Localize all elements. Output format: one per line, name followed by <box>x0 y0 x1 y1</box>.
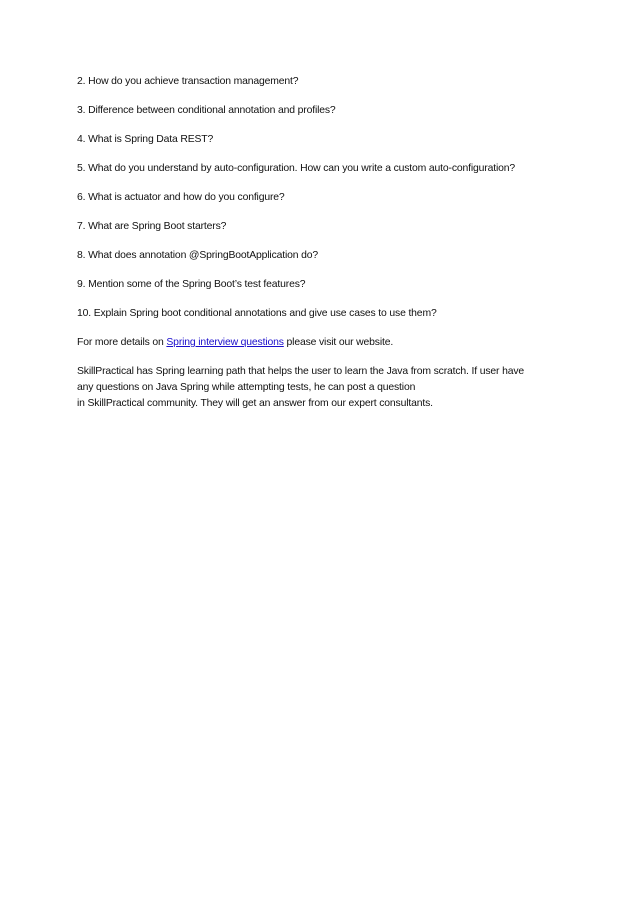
question-2: 2. How do you achieve transaction management? <box>77 76 299 87</box>
question-5: 5. What do you understand by auto-configuration. How can you write a custom auto-configuration? <box>77 163 516 174</box>
details-suffix: please visit our website. <box>283 337 394 348</box>
question-6: 6. What is actuator and how do you configure? <box>77 192 285 203</box>
closing-paragraph <box>77 364 567 412</box>
details-prefix: For more details on <box>77 337 167 348</box>
question-3: 3. Difference between conditional annotation and profiles? <box>77 105 336 116</box>
details-paragraph <box>77 335 567 350</box>
question-10: 10. Explain Spring boot conditional annotations and give use cases to use them? <box>77 308 437 319</box>
document-body <box>77 74 567 412</box>
question-4: 4. What is Spring Data REST? <box>77 134 214 145</box>
spring-interview-questions-link[interactable]: Spring interview questions <box>166 337 284 348</box>
question-9: 9. Mention some of the Spring Boot’s test features? <box>77 279 306 290</box>
closing-line-1: SkillPractical has Spring learning path that helps the user to learn the Java from scratch. If user have <box>77 366 525 377</box>
question-8: 8. What does annotation @SpringBootApplication do? <box>77 250 319 261</box>
question-7: 7. What are Spring Boot starters? <box>77 221 227 232</box>
closing-line-2: any questions on Java Spring while attempting tests, he can post a question <box>77 382 416 393</box>
closing-line-3: in SkillPractical community. They will get an answer from our expert consultants. <box>77 398 433 409</box>
